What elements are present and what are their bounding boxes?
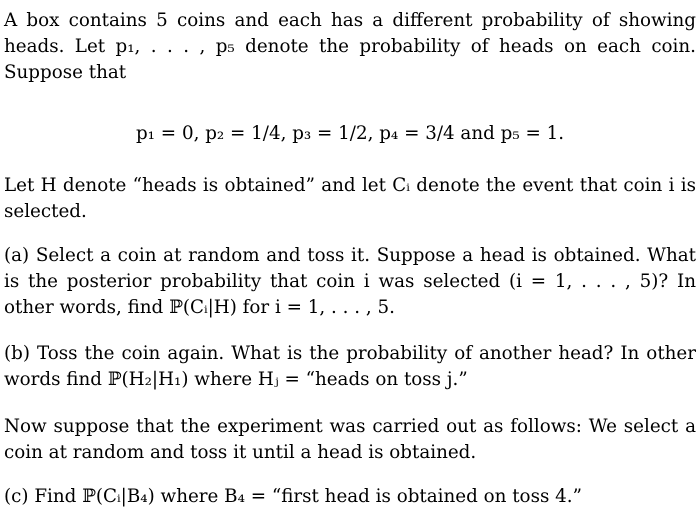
part-c-paragraph: [4, 484, 696, 510]
intro-text: A box contains 5 coins and each has a different probability of showing heads. Let p₁, . . . , p₅ denote the probability of heads on each coin. Suppose that: [4, 10, 696, 83]
setup-c-text: Now suppose that the experiment was carried out as follows: We select a coin at random and toss it until a head is obtained.: [4, 416, 696, 463]
part-b-paragraph: [4, 341, 696, 393]
definitions-text: Let H denote “heads is obtained” and let Cᵢ denote the event that coin i is selected.: [4, 175, 696, 222]
part-a-paragraph: [4, 243, 696, 321]
equation-text: p₁ = 0, p₂ = 1/4, p₃ = 1/2, p₄ = 3/4 and p₅ = 1.: [135, 123, 565, 144]
part-a-text: (a) Select a coin at random and toss it. Suppose a head is obtained. What is the posterior probability that coin i was selected (i = 1, . . . , 5)? In other words, find ℙ(Cᵢ|H) for i = 1, . . . , 5.: [4, 245, 696, 318]
intro-paragraph: [4, 8, 696, 86]
probability-equation: [0, 121, 700, 147]
part-b-text: (b) Toss the coin again. What is the probability of another head? In other words find ℙ(H₂|H₁) where Hⱼ = “heads on toss j.”: [4, 343, 696, 390]
definitions-paragraph: [4, 173, 696, 225]
part-c-text: (c) Find ℙ(Cᵢ|B₄) where B₄ = “first head is obtained on toss 4.”: [4, 486, 582, 507]
setup-c-paragraph: [4, 414, 696, 466]
